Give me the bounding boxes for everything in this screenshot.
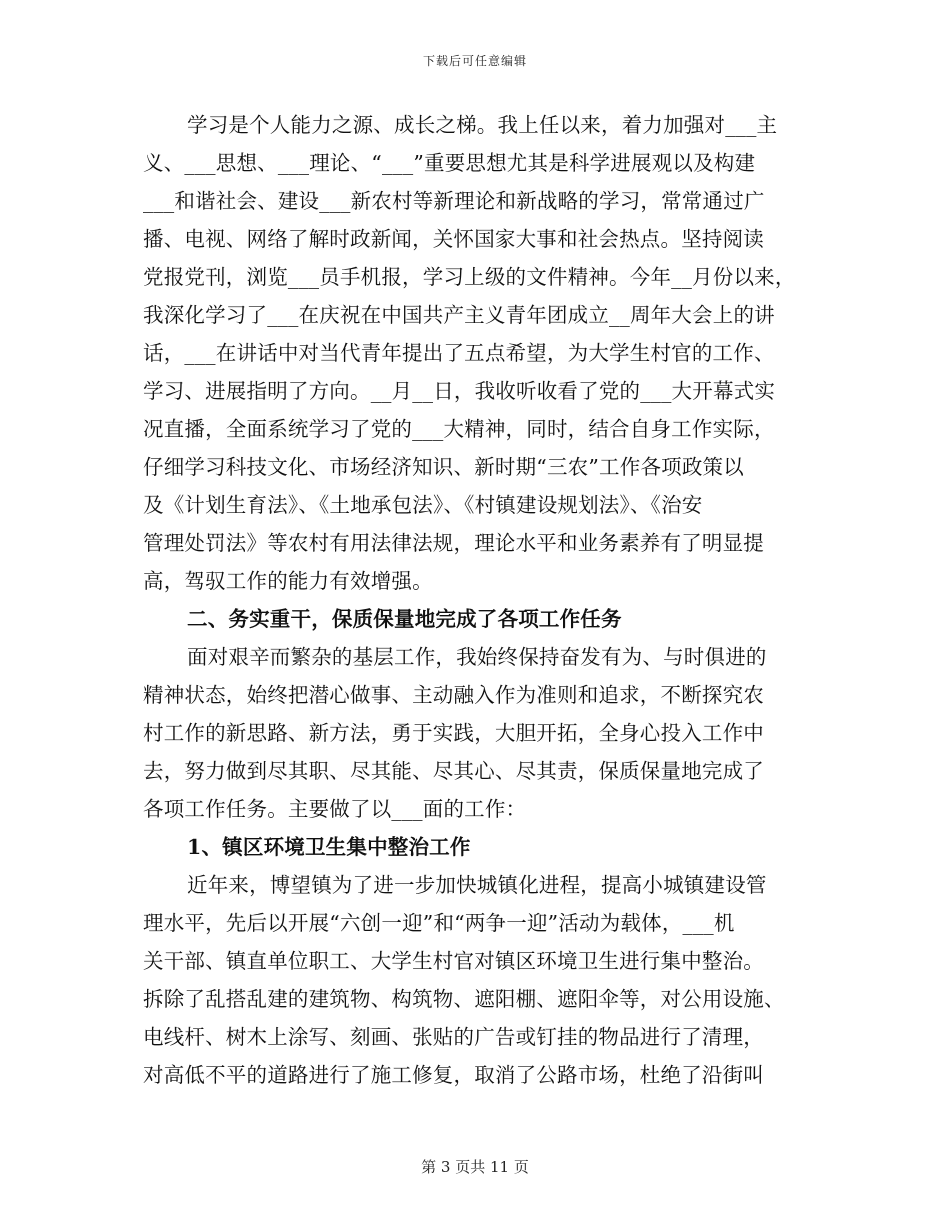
paragraph-line: 仔细学习科技文化、市场经济知识、新时期“三农”工作各项政策以	[143, 455, 744, 479]
paragraph-line: 党报党刊，浏览___员手机报，学习上级的文件精神。今年__月份以来，	[143, 265, 796, 289]
paragraph-line: 管理处罚法》等农村有用法律法规，理论水平和业务素养有了明显提	[143, 531, 764, 555]
paragraph-line: 义、___思想、___理论、“___”重要思想尤其是科学进展观以及构建	[143, 151, 756, 175]
paragraph-line: 对高低不平的道路进行了施工修复，取消了公路市场，杜绝了沿街叫	[143, 1063, 764, 1087]
paragraph-line: 近年来，博望镇为了进一步加快城镇化进程，提高小城镇建设管	[187, 873, 767, 897]
paragraph-line: 拆除了乱搭乱建的建筑物、构筑物、遮阳棚、遮阳伞等，对公用设施、	[143, 987, 785, 1011]
paragraph-line: 话，___在讲话中对当代青年提出了五点希望，为大学生村官的工作、	[143, 341, 775, 365]
page-number: 第 3 页共 11 页	[421, 1158, 529, 1176]
paragraph-line: 理水平，先后以开展“六创一迎”和“两争一迎”活动为载体，___机	[143, 911, 735, 935]
document-body	[143, 106, 810, 1094]
paragraph-line: 电线杆、树木上涂写、刻画、张贴的广告或钉挂的物品进行了清理，	[143, 1025, 764, 1049]
paragraph-line: 高，驾驭工作的能力有效增强。	[143, 569, 433, 593]
paragraph-line: 精神状态，始终把潜心做事、主动融入作为准则和追求，不断探究农	[143, 683, 764, 707]
paragraph-line: 面对艰辛而繁杂的基层工作，我始终保持奋发有为、与时俱进的	[187, 645, 767, 669]
section-heading: 二、务实重干，保质保量地完成了各项工作任务	[187, 607, 622, 631]
paragraph-line: 我深化学习了___在庆祝在中国共产主义青年团成立__周年大会上的讲	[143, 303, 775, 327]
paragraph-line: 学习是个人能力之源、成长之梯。我上任以来，着力加强对___主	[187, 113, 778, 137]
paragraph-line: 去，努力做到尽其职、尽其能、尽其心、尽其责，保质保量地完成了	[143, 759, 764, 783]
paragraph-line: ___和谐社会、建设___新农村等新理论和新战略的学习，常常通过广	[143, 189, 765, 213]
subsection-heading: 1、镇区环境卫生集中整治工作	[187, 835, 471, 859]
paragraph-line: 各项工作任务。主要做了以___面的工作：	[143, 797, 527, 821]
page-header: 下载后可任意编辑	[422, 54, 527, 68]
paragraph-line: 村工作的新思路、新方法，勇于实践，大胆开拓，全身心投入工作中	[143, 721, 764, 745]
paragraph-line: 关干部、镇直单位职工、大学生村官对镇区环境卫生进行集中整治。	[143, 949, 764, 973]
paragraph-line: 及《计划生育法》、《土地承包法》、《村镇建设规划法》、《治安	[143, 493, 703, 517]
paragraph-line: 播、电视、网络了解时政新闻，关怀国家大事和社会热点。坚持阅读	[143, 227, 764, 251]
paragraph-line: 况直播，全面系统学习了党的___大精神，同时，结合自身工作实际，	[143, 417, 775, 441]
paragraph-line: 学习、进展指明了方向。__月__日，我收听收看了党的___大开幕式实	[143, 379, 776, 403]
